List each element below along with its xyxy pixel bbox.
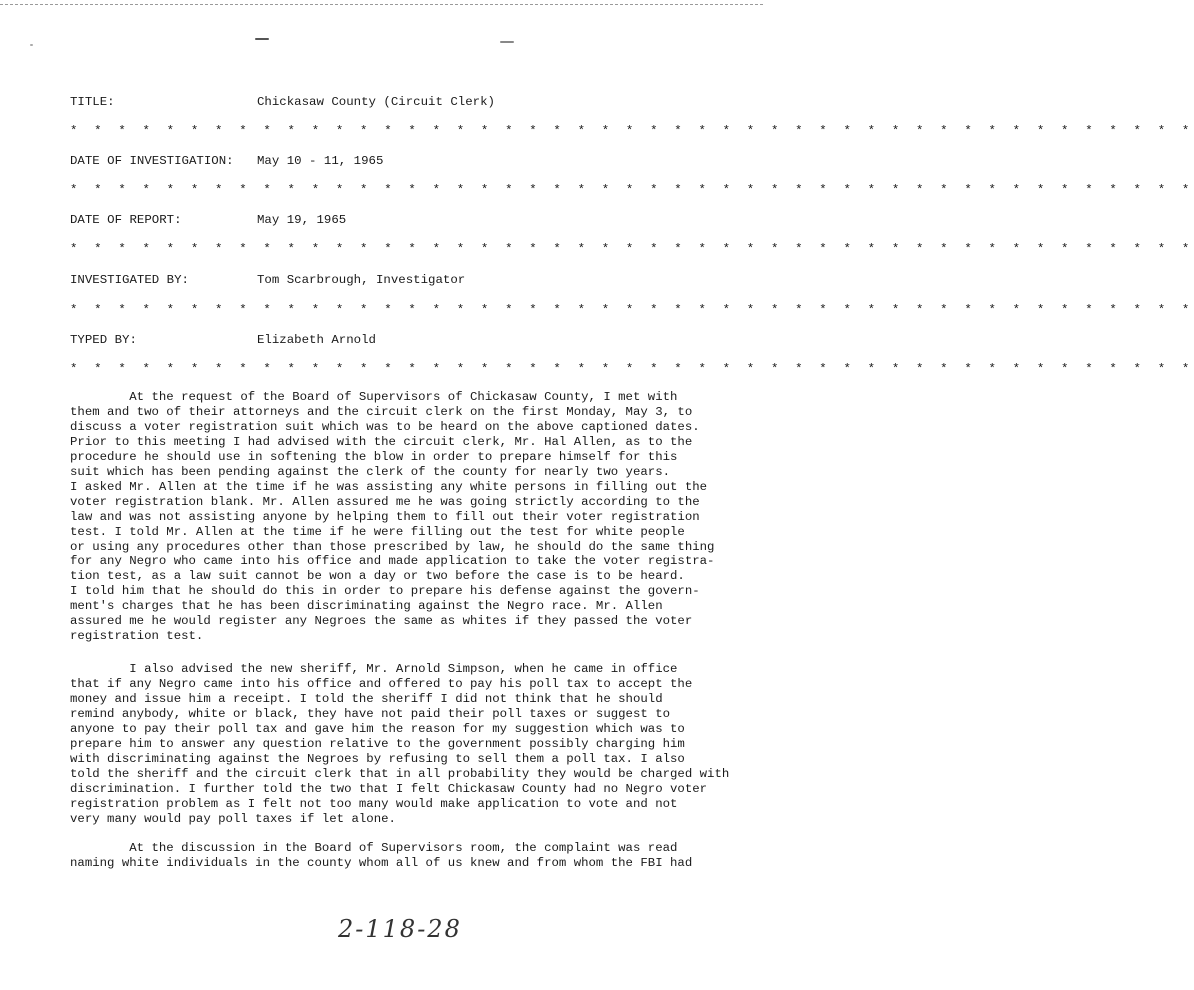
- scan-speck-3: [30, 44, 33, 46]
- investigated-by-row: [70, 273, 465, 287]
- separator-5: * * * * * * * * * * * * * * * * * * * * * * * * * * * * * * * * * * * * * * * * * * * * * * *: [70, 362, 1194, 376]
- date-investigation-label: DATE OF INVESTIGATION:: [70, 154, 234, 168]
- typed-by-value: Elizabeth Arnold: [257, 333, 376, 347]
- date-report-row: [70, 213, 346, 227]
- scan-speck-2: [500, 41, 514, 43]
- date-report-value: May 19, 1965: [257, 213, 347, 227]
- date-investigation-value: May 10 - 11, 1965: [257, 154, 384, 168]
- date-investigation-row: [70, 154, 383, 168]
- separator-2: * * * * * * * * * * * * * * * * * * * * * * * * * * * * * * * * * * * * * * * * * * * * * * *: [70, 183, 1194, 197]
- scan-speck-1: [255, 38, 269, 40]
- page-top-border: [0, 4, 763, 5]
- typed-by-row: [70, 333, 376, 347]
- investigated-by-label: INVESTIGATED BY:: [70, 273, 189, 287]
- investigated-by-value: Tom Scarbrough, Investigator: [257, 273, 466, 287]
- report-paragraph-2: I also advised the new sheriff, Mr. Arnold Simpson, when he came in office that if any Negro came into his office and offered to pay his poll tax to accept the money and issue him a receipt. I told the sheriff I did not think that he should remind anybody, white or black, they have not paid their poll taxes or suggest to anyone to pay their poll tax and gave him the reason for my suggestion which was to prepare him to answer any question relative to the government possibly charging him with discriminating against the Negroes by refusing to sell them a poll tax. I also told the sheriff and the circuit clerk that in all probability they would be charged with discrimination. I further told the two that I felt Chickasaw County had no Negro voter registration problem as I felt not too many would make application to vote and not very many would pay poll taxes if let alone.: [70, 662, 730, 826]
- separator-3: * * * * * * * * * * * * * * * * * * * * * * * * * * * * * * * * * * * * * * * * * * * * * * *: [70, 242, 1194, 256]
- title-label: TITLE:: [70, 95, 115, 109]
- separator-4: * * * * * * * * * * * * * * * * * * * * * * * * * * * * * * * * * * * * * * * * * * * * * * *: [70, 303, 1194, 317]
- typed-by-label: TYPED BY:: [70, 333, 137, 347]
- report-paragraph-1: At the request of the Board of Supervisors of Chickasaw County, I met with them and two of their attorneys and the circuit clerk on the first Monday, May 3, to discuss a voter registration suit which was to be heard on the above captioned dates. Prior to this meeting I had advised with the circuit clerk, Mr. Hal Allen, as to the procedure he should use in softening the blow in order to prepare himself for this suit which has been pending against the clerk of the county for nearly two years. I asked Mr. Allen at the time if he was assisting any white persons in filling out the voter registration blank. Mr. Allen assured me he was going strictly according to the law and was not assisting anyone by helping them to fill out their voter registration test. I told Mr. Allen at the time if he were filling out the test for white people or using any procedures other than those prescribed by law, he should do the same thing for any Negro who came into his office and made application to take the voter registra- tion test, as a law suit cannot be won a day or two before the case is to be heard. I told him that he should do this in order to prepare his defense against the govern- ment's charges that he has been discriminating against the Negro race. Mr. Allen assured me he would register any Negroes the same as whites if they passed the voter registration test.: [70, 390, 715, 644]
- date-report-label: DATE OF REPORT:: [70, 213, 182, 227]
- handwritten-document-number: 2-118-28: [338, 915, 462, 943]
- title-row: [70, 95, 495, 109]
- title-value: Chickasaw County (Circuit Clerk): [257, 95, 495, 109]
- separator-1: * * * * * * * * * * * * * * * * * * * * * * * * * * * * * * * * * * * * * * * * * * * * * * *: [70, 124, 1194, 138]
- report-paragraph-3: At the discussion in the Board of Supervisors room, the complaint was read naming white individuals in the county whom all of us knew and from whom the FBI had: [70, 841, 693, 870]
